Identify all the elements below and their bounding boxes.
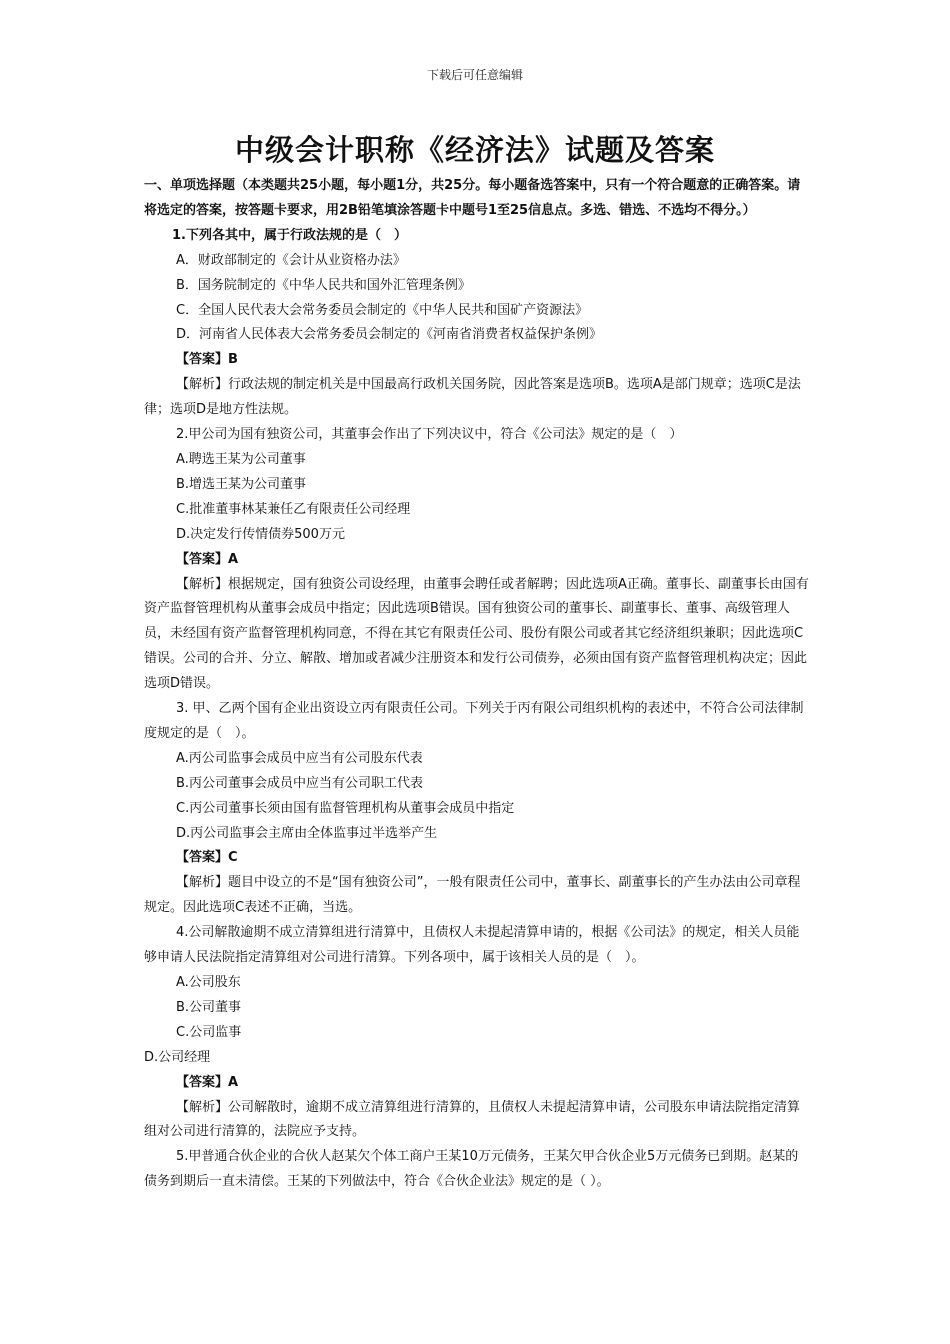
q2-option-a: A.聘选王某为公司董事 bbox=[176, 451, 306, 467]
document-title: 中级会计职称《经济法》试题及答案 bbox=[234, 133, 715, 167]
q3-option-c: C.丙公司董事长须由国有监督管理机构从董事会成员中指定 bbox=[176, 800, 515, 816]
q3-option-b: B.丙公司董事会成员中应当有公司职工代表 bbox=[176, 775, 424, 791]
q4-option-a: A.公司股东 bbox=[176, 975, 241, 990]
section-intro: 一、单项选择题（本类题共25小题，每小题1分，共25分。每小题备选答案中，只有一个符合题意的正确答案。请将选定的答案，按答题卡要求，用2B铅笔填涂答题卡中题号1至25信息点。多选、错选、不选均不得分。） bbox=[144, 178, 801, 218]
question-4: 4.公司解散逾期不成立清算组进行清算中，且债权人未提起清算申请的，根据《公司法》的规定，相关人员能够申请人民法院指定清算组对公司进行清算。下列各项中，属于该相关人员的是（ ）。 bbox=[144, 925, 800, 966]
q4-analysis: 【解析】公司解散时，逾期不成立清算组进行清算的，且债权人未提起清算申请，公司股东申请法院指定清算组对公司进行清算的，法院应予支持。 bbox=[144, 1099, 801, 1140]
q3-option-d: D.丙公司监事会主席由全体监事过半选举产生 bbox=[176, 825, 438, 841]
q2-answer: 【答案】A bbox=[176, 551, 239, 567]
question-1: 1.下列各其中，属于行政法规的是（ ） bbox=[172, 227, 407, 243]
q2-analysis: 【解析】根据规定，国有独资公司设经理，由董事会聘任或者解聘；因此选项A正确。董事长、副董事长由国有资产监督管理机构从董事会成员中指定；因此选项B错误。国有独资公司的董事长、副董事长、董事、高级管理人员，未经国有资产监督管理机构同意，不得在其它有限责任公司、股份有限公司或者其它经济组织兼职；因此选项C错误。公司的合并、分立、解散、增加或者减少注册资本和发行公司债券，必须由国有资产监督管理机构决定；因此选项D错误。 bbox=[144, 576, 809, 692]
q3-answer: 【答案】C bbox=[176, 850, 238, 866]
q2-option-b: B.增选王某为公司董事 bbox=[176, 476, 307, 492]
q4-option-b: B.公司董事 bbox=[176, 999, 242, 1015]
q2-option-c: C.批准董事林某兼任乙有限责任公司经理 bbox=[176, 501, 411, 517]
q3-analysis: 【解析】题目中设立的不是“国有独资公司”，一般有限责任公司中，董事长、副董事长的产生办法由公司章程规定。因此选项C表述不正确，当选。 bbox=[144, 875, 801, 916]
question-3: 3. 甲、乙两个国有企业出资设立丙有限责任公司。下列关于丙有限公司组织机构的表述中，不符合公司法律制度规定的是（ ）。 bbox=[144, 701, 804, 741]
document-body bbox=[144, 174, 810, 1195]
q3-option-a: A.丙公司监事会成员中应当有公司股东代表 bbox=[176, 750, 423, 766]
q4-option-d: D.公司经理 bbox=[144, 1049, 211, 1065]
question-5: 5.甲普通合伙企业的合伙人赵某欠个体工商户王某10万元债务，王某欠甲合伙企业5万元债务已到期。赵某的债务到期后一直未清偿。王某的下列做法中，符合《合伙企业法》规定的是（ ）。 bbox=[144, 1149, 799, 1190]
q1-option-b: B．国务院制定的《中华人民共和国外汇管理条例》 bbox=[176, 277, 471, 293]
q1-option-c: C．全国人民代表大会常务委员会制定的《中华人民共和国矿产资源法》 bbox=[176, 302, 589, 318]
q1-answer: 【答案】B bbox=[176, 352, 238, 368]
header-note: 下载后可任意编辑 bbox=[426, 68, 523, 82]
question-2: 2.甲公司为国有独资公司，其董事会作出了下列决议中，符合《公司法》规定的是（ ） bbox=[176, 427, 683, 443]
q1-analysis: 【解析】行政法规的制定机关是中国最高行政机关国务院，因此答案是选项B。选项A是部门规章；选项C是法律；选项D是地方性法规。 bbox=[144, 377, 801, 418]
q1-option-d: D．河南省人民体表大会常务委员会制定的《河南省消费者权益保护条例》 bbox=[176, 327, 603, 343]
q4-answer: 【答案】A bbox=[176, 1074, 239, 1090]
q2-option-d: D.决定发行传情债券500万元 bbox=[176, 526, 345, 542]
q1-option-a: A．财政部制定的《会计从业资格办法》 bbox=[176, 252, 406, 268]
q4-option-c: C.公司监事 bbox=[176, 1024, 242, 1040]
